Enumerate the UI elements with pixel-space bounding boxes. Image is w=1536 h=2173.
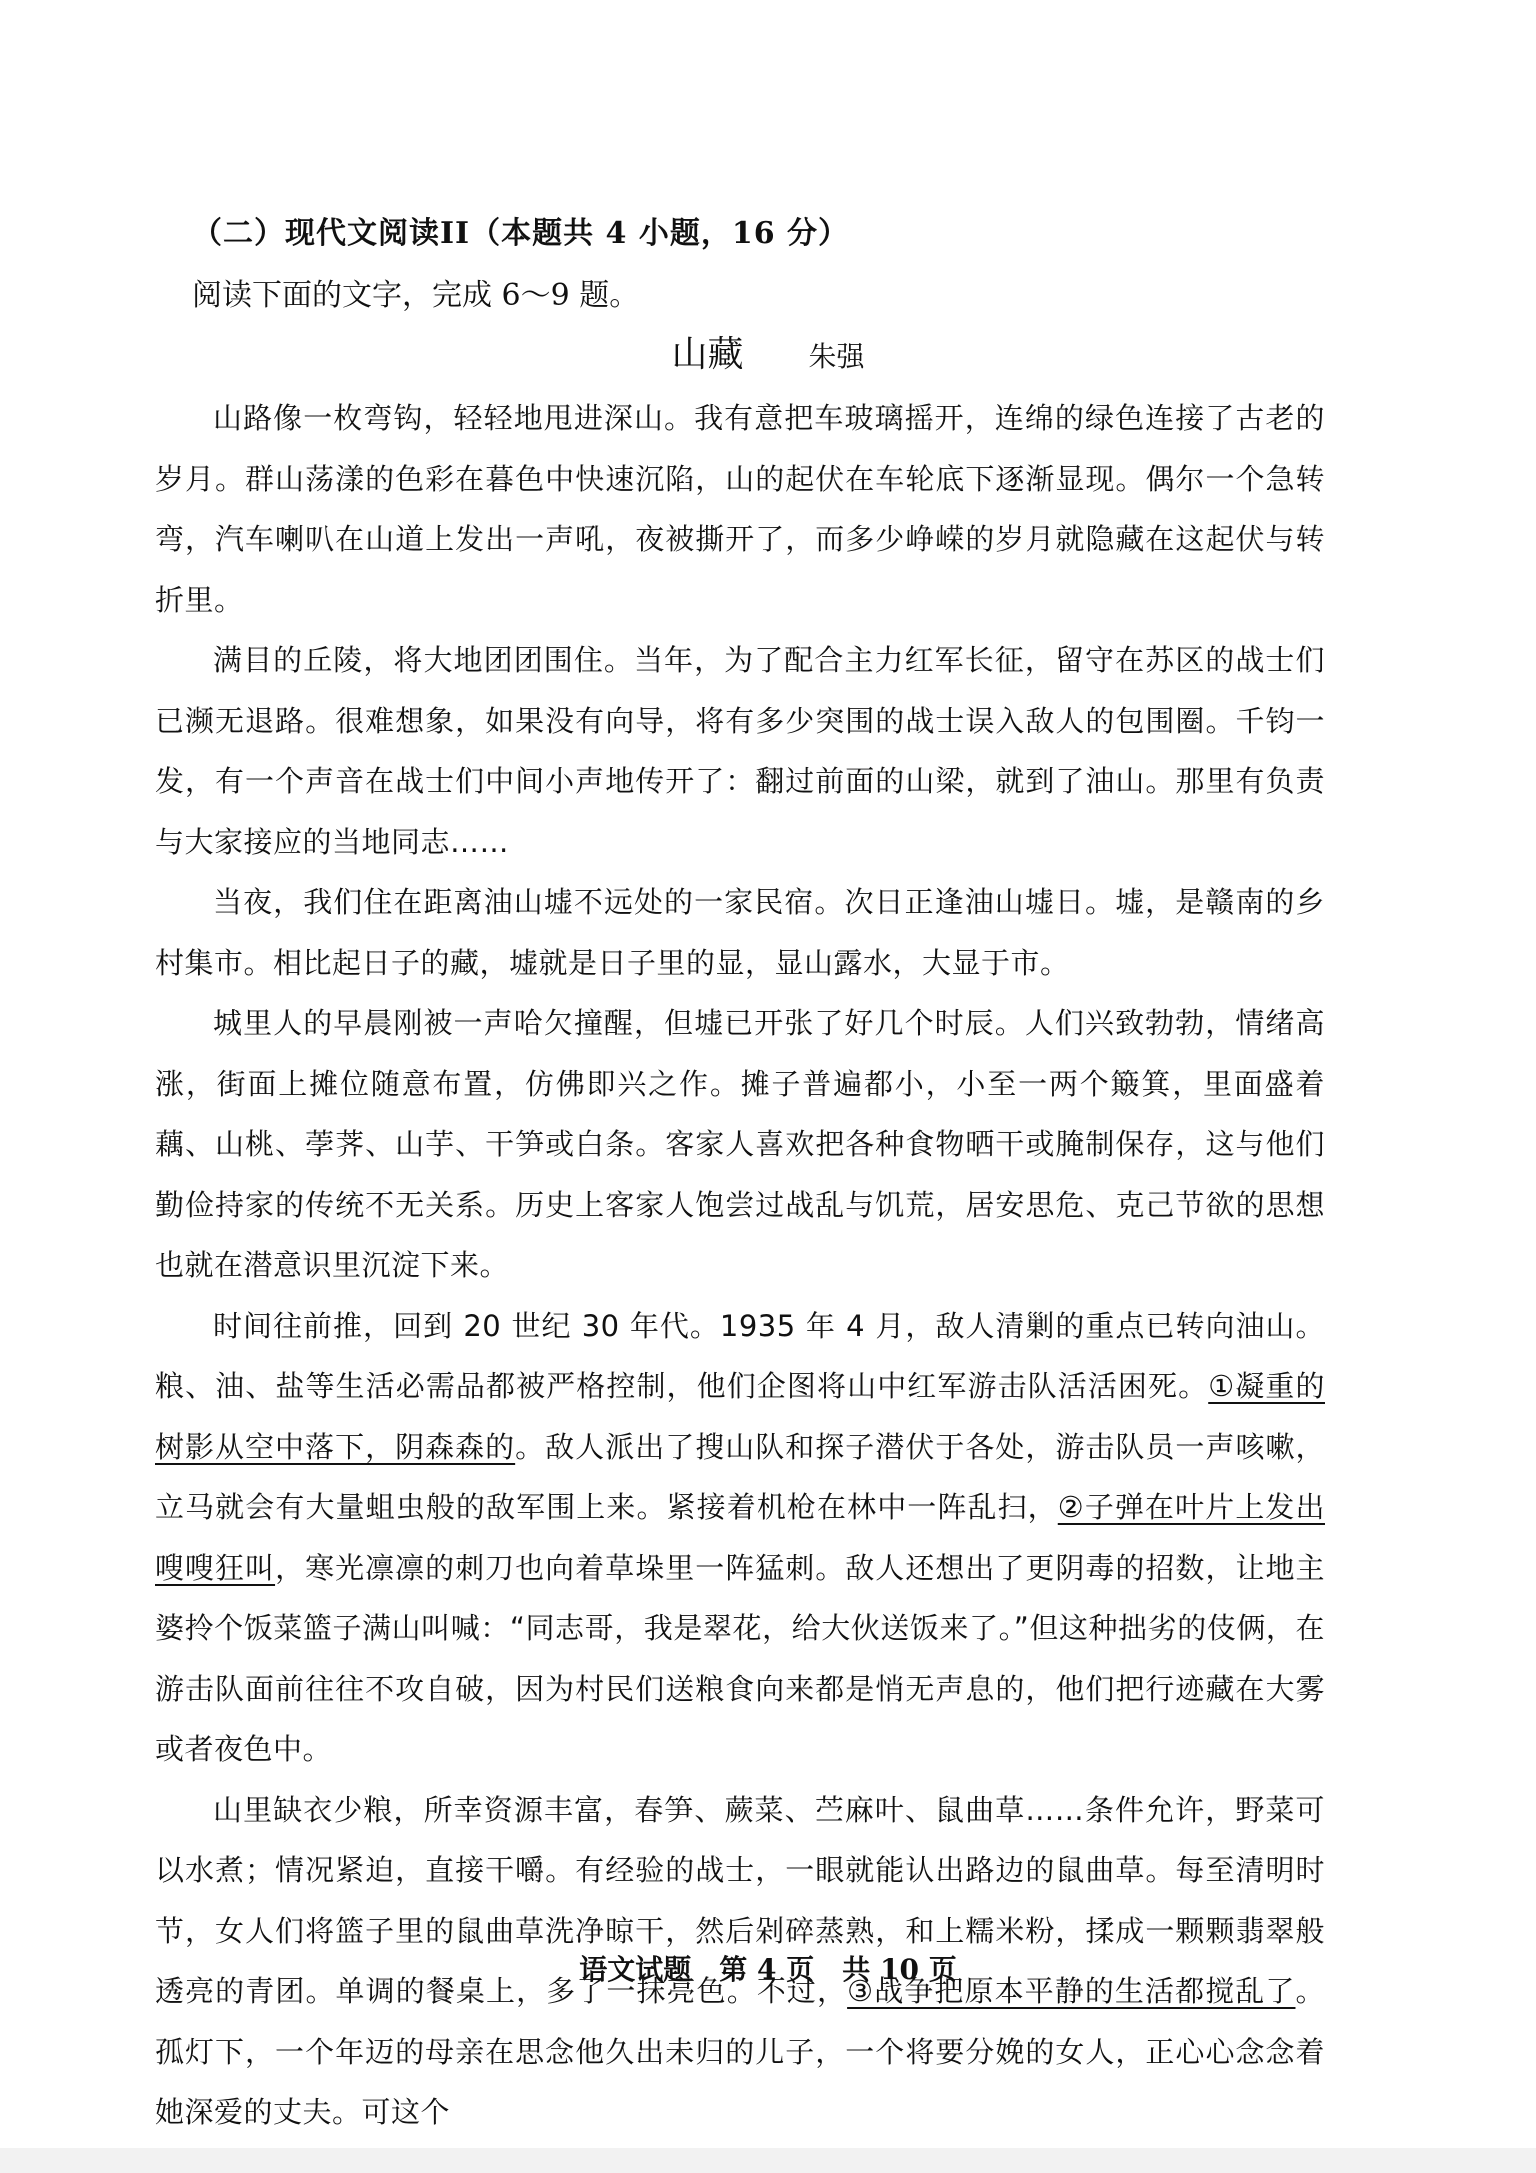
paragraph-5-text-b: 。敌人派出了搜山队和探子潜伏于各处，游击队员一声咳嗽，立马就会有大量蛆虫般的敌军围上来。紧接着机枪在林中一阵乱扫， [155,1429,1325,1524]
paragraph-1: 山路像一枚弯钩，轻轻地甩进深山。我有意把车玻璃摇开，连绵的绿色连接了古老的岁月。群山荡漾的色彩在暮色中快速沉陷，山的起伏在车轮底下逐渐显现。偶尔一个急转弯，汽车喇叭在山道上发出一声吼，夜被撕开了，而多少峥嵘的岁月就隐藏在这起伏与转折里。 [155,401,1325,617]
underlined-sentence-3: ③战争把原本平静的生活都搅乱了 [847,1974,1296,2008]
scan-bottom-edge [0,2148,1536,2173]
paragraph-3: 当夜，我们住在距离油山墟不远处的一家民宿。次日正逢油山墟日。墟，是赣南的乡村集市。相比起日子的藏，墟就是日子里的显，显山露水，大显于市。 [155,885,1325,980]
paragraph-5-text-a: 时间往前推，回到 20 世纪 30 年代。1935 年 4 月，敌人清剿的重点已转向油山。粮、油、盐等生活必需品都被严格控制，他们企图将山中红军游击队活活困死。 [155,1308,1325,1403]
underlined-sentence-2: ②子弹在叶片上发出嗖嗖狂叫 [155,1490,1325,1585]
article-title: 山藏 [671,334,744,375]
paragraph-4: 城里人的早晨刚被一声哈欠撞醒，但墟已开张了好几个时辰。人们兴致勃勃，情绪高涨，街面上摊位随意布置，仿佛即兴之作。摊子普遍都小，小至一两个簸箕，里面盛着藕、山桃、荸荠、山芋、干笋或白条。客家人喜欢把各种食物晒干或腌制保存，这与他们勤俭持家的传统不无关系。历史上客家人饱尝过战乱与饥荒，居安思危、克己节欲的思想也就在潜意识里沉淀下来。 [155,1006,1325,1282]
paragraph-5-text-c: ，寒光凛凛的刺刀也向着草垛里一阵猛刺。敌人还想出了更阴毒的招数，让地主婆拎个饭菜篮子满山叫喊：“同志哥，我是翠花，给大伙送饭来了。”但这种拙劣的伎俩，在游击队面前往往不攻自破，因为村民们送粮食向来都是悄无声息的，他们把行迹藏在大雾或者夜色中。 [155,1550,1325,1766]
paragraph-2: 满目的丘陵，将大地团团围住。当年，为了配合主力红军长征，留守在苏区的战士们已濒无退路。很难想象，如果没有向导，将有多少突围的战士误入敌人的包围圈。千钧一发，有一个声音在战士们中间小声地传开了：翻过前面的山梁，就到了油山。那里有负责与大家接应的当地同志…… [155,643,1325,859]
paragraph-6-text-b: 。孤灯下，一个年迈的母亲在思念他久出未归的儿子，一个将要分娩的女人，正心心念念着她深爱的丈夫。可这个 [155,1974,1325,2129]
article-body [155,388,1325,2143]
paragraph-6-text-a: 山里缺衣少粮，所幸资源丰富，春笋、蕨菜、苎麻叶、鼠曲草……条件允许，野菜可以水煮；情况紧迫，直接干嚼。有经验的战士，一眼就能认出路边的鼠曲草。每至清明时节，女人们将篮子里的鼠曲草洗净晾干，然后剁碎蒸熟，和上糯米粉，揉成一颗颗翡翠般透亮的青团。单调的餐桌上，多了一抹亮色。不过， [155,1792,1325,2008]
article-title-row [0,326,1536,377]
paragraph-5 [155,1296,1325,1780]
underlined-sentence-1: ①凝重的树影从空中落下，阴森森的 [155,1369,1325,1464]
article-author: 朱强 [808,340,865,373]
page-footer: 语文试题 第 4 页 共 10 页 [579,1953,957,1986]
instruction: 阅读下面的文字，完成 6～9 题。 [192,278,640,313]
section-heading: （二）现代文阅读II（本题共 4 小题，16 分） [192,216,850,251]
